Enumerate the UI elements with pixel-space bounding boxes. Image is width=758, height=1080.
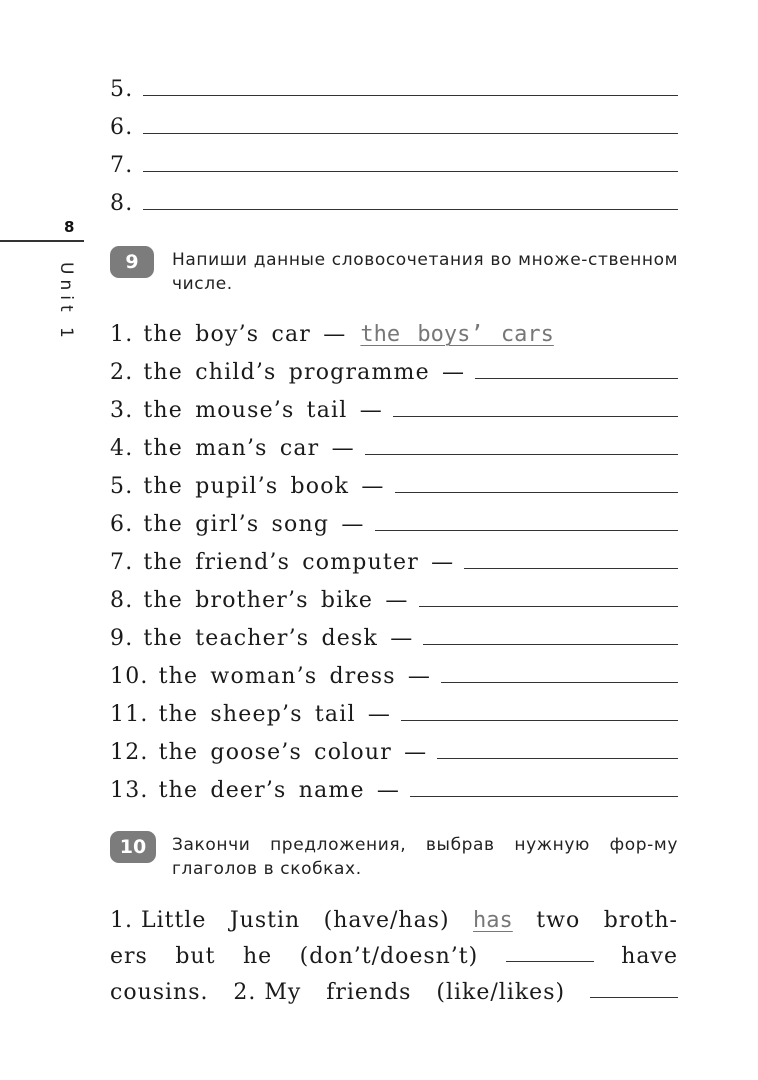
- item-number: 7.: [110, 550, 134, 575]
- exercise-9-item: [110, 584, 678, 614]
- item-number: 2.: [110, 360, 134, 385]
- item-number: 11.: [110, 702, 149, 727]
- exercise-9-badge: 9: [110, 246, 154, 278]
- answer-blank[interactable]: [590, 997, 678, 998]
- word: friends: [326, 980, 412, 1005]
- item-number: 6.: [110, 512, 134, 537]
- item-phrase: the girl’s song —: [143, 512, 365, 537]
- answer-blank[interactable]: [365, 454, 678, 455]
- item-number: 4.: [110, 436, 134, 461]
- continued-line-7: [110, 149, 678, 179]
- line-number: 7.: [110, 153, 134, 178]
- exercise-9-item: [110, 660, 678, 690]
- answer-blank[interactable]: [437, 758, 678, 759]
- item-number: 1.: [110, 322, 134, 347]
- continued-line-6: [110, 111, 678, 141]
- word: ers: [110, 944, 148, 969]
- continued-line-8: [110, 187, 678, 217]
- item-number: 13.: [110, 778, 149, 803]
- exercise-9-item: [110, 470, 678, 500]
- line-number: 6.: [110, 115, 134, 140]
- answer-blank[interactable]: [506, 961, 594, 962]
- word: Justin: [229, 908, 301, 933]
- item-phrase: the woman’s dress —: [158, 664, 432, 689]
- exercise-9-item: [110, 774, 678, 804]
- exercise-10-line-3: [110, 974, 678, 1004]
- word: broth-: [603, 908, 678, 933]
- item-number: 5.: [110, 474, 134, 499]
- answer-blank[interactable]: [401, 720, 678, 721]
- item-phrase: the friend’s computer —: [143, 550, 455, 575]
- word: but: [175, 944, 216, 969]
- word: he: [242, 944, 273, 969]
- answer-blank[interactable]: [464, 568, 678, 569]
- word: have: [621, 944, 678, 969]
- answer-blank[interactable]: [441, 682, 678, 683]
- answer-blank[interactable]: [143, 133, 678, 134]
- item-phrase: the deer’s name —: [158, 778, 401, 803]
- line-number: 5.: [110, 77, 134, 102]
- word: cousins.: [110, 980, 209, 1005]
- answer-blank[interactable]: [419, 606, 678, 607]
- word: (have/has): [323, 908, 450, 933]
- exercise-9-item: [110, 394, 678, 424]
- exercise-10-instruction: Закончи предложения, выбрав нужную фор-му глаголов в скобках.: [172, 835, 678, 879]
- line-number: 8.: [110, 191, 134, 216]
- answer-blank[interactable]: [395, 492, 678, 493]
- exercise-9-item: [110, 432, 678, 462]
- item-number: 10.: [110, 664, 149, 689]
- word: two: [536, 908, 581, 933]
- item-number: 3.: [110, 398, 134, 423]
- exercise-9-item: [110, 356, 678, 386]
- margin-divider: [0, 240, 84, 242]
- exercise-9-item: [110, 736, 678, 766]
- answer-blank[interactable]: [143, 171, 678, 172]
- item-number: 8.: [110, 588, 134, 613]
- item-number: 12.: [110, 740, 149, 765]
- item-phrase: the child’s programme —: [143, 360, 466, 385]
- exercise-10-line-1: [110, 902, 678, 932]
- exercise-9-item: [110, 546, 678, 576]
- exercise-9-item: [110, 318, 678, 348]
- filled-answer[interactable]: has: [473, 908, 513, 933]
- answer-blank[interactable]: [475, 378, 678, 379]
- word: 1. Little: [110, 908, 207, 933]
- item-phrase: the brother’s bike —: [143, 588, 409, 613]
- item-phrase: the pupil’s book —: [143, 474, 385, 499]
- item-phrase: the mouse’s tail —: [143, 398, 383, 423]
- answer-blank[interactable]: [423, 644, 678, 645]
- item-phrase: the teacher’s desk —: [143, 626, 414, 651]
- item-phrase: the boy’s car —: [143, 322, 347, 347]
- exercise-10-badge: 10: [110, 831, 156, 863]
- answer-blank[interactable]: [375, 530, 678, 531]
- exercise-10-line-2: [110, 938, 678, 968]
- exercise-9-item: [110, 622, 678, 652]
- exercise-9-item: [110, 508, 678, 538]
- item-phrase: the man’s car —: [143, 436, 355, 461]
- answer-blank[interactable]: [143, 209, 678, 210]
- exercise-9-item: [110, 698, 678, 728]
- item-phrase: the goose’s colour —: [158, 740, 428, 765]
- word: 2. My: [233, 980, 302, 1005]
- filled-answer[interactable]: the boys’ cars: [360, 322, 554, 347]
- page-number: 8: [64, 218, 75, 236]
- continued-line-5: [110, 73, 678, 103]
- item-phrase: the sheep’s tail —: [158, 702, 392, 727]
- word: (like/likes): [436, 980, 566, 1005]
- exercise-9-instruction: Напиши данные словосочетания во множе-ственном числе.: [172, 250, 678, 294]
- answer-blank[interactable]: [393, 416, 678, 417]
- item-number: 9.: [110, 626, 134, 651]
- unit-label: Unit 1: [56, 262, 76, 343]
- answer-blank[interactable]: [143, 95, 678, 96]
- answer-blank[interactable]: [410, 796, 678, 797]
- word: (don’t/doesn’t): [299, 944, 479, 969]
